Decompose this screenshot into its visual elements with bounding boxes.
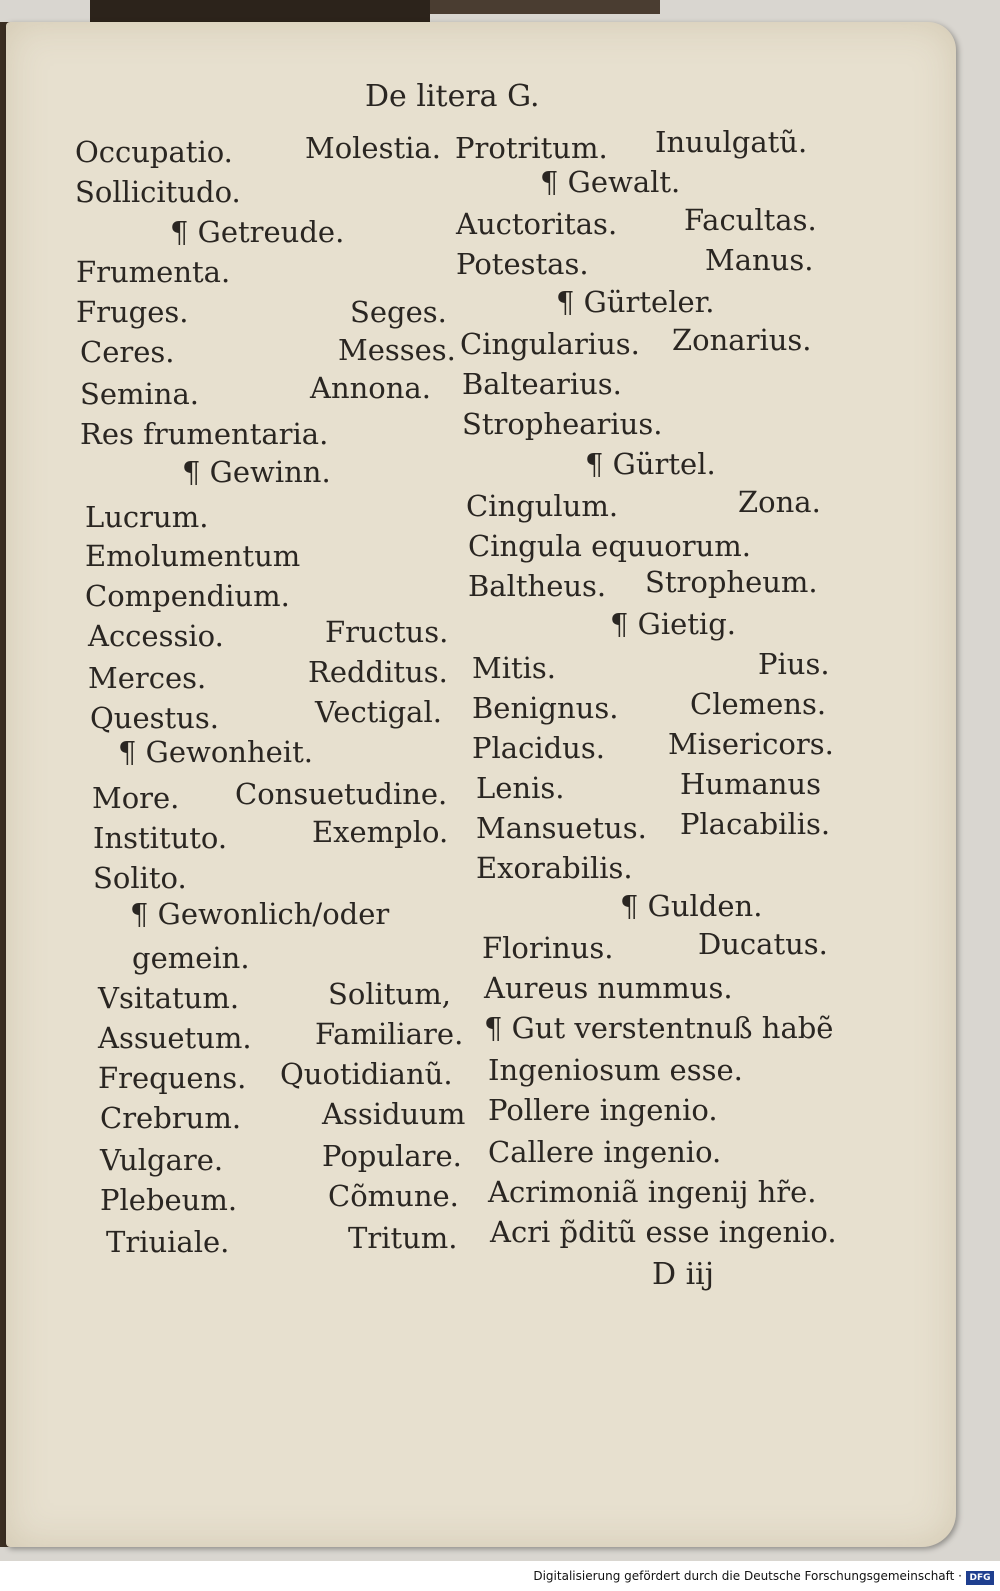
right-entry: Misericors.: [668, 727, 834, 761]
left-entry: Exemplo.: [312, 815, 449, 849]
left-entry: Molestia.: [305, 131, 441, 165]
left-heading: ¶ Gewonheit.: [118, 735, 313, 769]
right-entry: Zonarius.: [672, 323, 812, 357]
left-entry: gemein.: [132, 941, 250, 975]
right-entry: Protritum.: [455, 131, 608, 165]
left-entry: Frequens.: [98, 1061, 247, 1095]
left-entry: Vulgare.: [100, 1143, 224, 1177]
left-entry: Assuetum.: [98, 1021, 252, 1055]
left-entry: Fruges.: [76, 295, 189, 329]
right-entry: Mitis.: [472, 651, 556, 685]
book-top-edge-2: [430, 0, 660, 14]
left-entry: Cõmune.: [328, 1179, 459, 1213]
right-entry: Placidus.: [472, 731, 605, 765]
left-entry: Consuetudine.: [235, 777, 448, 811]
left-entry: Plebeum.: [100, 1183, 238, 1217]
right-entry: Pollere ingenio.: [488, 1093, 718, 1127]
right-entry: Zona.: [738, 485, 821, 519]
left-entry: Accessio.: [88, 619, 224, 653]
left-entry: Emolumentum: [85, 539, 301, 573]
left-heading: ¶ Gewinn.: [182, 455, 331, 489]
left-entry: Assiduum: [322, 1097, 466, 1131]
left-entry: Frumenta.: [76, 255, 231, 289]
left-entry: Familiare.: [315, 1017, 464, 1051]
right-heading: ¶ Gürtel.: [585, 447, 716, 481]
left-entry: Seges.: [350, 295, 447, 329]
left-entry: Merces.: [88, 661, 207, 695]
left-entry: Crebrum.: [100, 1101, 242, 1135]
right-heading: ¶ Gürteler.: [556, 285, 715, 319]
right-entry: Placabilis.: [680, 807, 831, 841]
left-entry: Questus.: [90, 701, 219, 735]
left-heading: ¶ Getreude.: [170, 215, 345, 249]
page-header: De litera G.: [365, 79, 540, 114]
right-heading: ¶ Gietig.: [610, 607, 736, 641]
right-entry: Pius.: [758, 647, 830, 681]
left-heading: ¶ Gewonlich/oder: [130, 897, 390, 931]
right-entry: Potestas.: [456, 247, 589, 281]
left-entry: Annona.: [310, 371, 431, 405]
left-entry: Sollicitudo.: [75, 175, 241, 209]
right-entry: Clemens.: [690, 687, 827, 721]
left-entry: Instituto.: [93, 821, 228, 855]
left-entry: Ceres.: [80, 335, 175, 369]
right-entry: Ingeniosum esse.: [488, 1053, 743, 1087]
right-entry: Aureus nummus.: [484, 971, 733, 1005]
left-entry: Lucrum.: [85, 500, 209, 534]
right-heading: ¶ Gut verstentnuß habẽ: [484, 1011, 834, 1045]
right-heading: ¶ Gulden.: [620, 889, 763, 923]
left-entry: Tritum.: [348, 1221, 458, 1255]
left-entry: Populare.: [322, 1139, 462, 1173]
book-top-edge: [90, 0, 430, 22]
dfg-logo: DFG: [966, 1571, 994, 1585]
right-entry: Cingularius.: [460, 327, 640, 361]
left-entry: Vsitatum.: [98, 981, 240, 1015]
left-entry: Res frumentaria.: [80, 417, 329, 451]
right-heading: ¶ Gewalt.: [540, 165, 681, 199]
left-entry: Occupatio.: [75, 135, 233, 169]
right-entry: Acrimoniã ingenij hr̃e.: [488, 1175, 817, 1209]
right-entry: Humanus: [680, 767, 821, 801]
right-entry: Lenis.: [476, 771, 565, 805]
right-entry: Stropheum.: [645, 565, 818, 599]
left-entry: Compendium.: [85, 579, 290, 613]
right-entry: Manus.: [705, 243, 814, 277]
right-entry: Exorabilis.: [476, 851, 633, 885]
right-entry: Acri p̃ditũ esse ingenio.: [490, 1215, 837, 1249]
right-entry: Ducatus.: [698, 927, 828, 961]
right-entry: Facultas.: [684, 203, 817, 237]
right-entry: Cingulum.: [466, 489, 619, 523]
signature-mark: D iij: [652, 1257, 715, 1292]
right-entry: Callere ingenio.: [488, 1135, 722, 1169]
left-entry: Quotidianũ.: [280, 1057, 453, 1091]
left-entry: Semina.: [80, 377, 199, 411]
right-entry: Mansuetus.: [476, 811, 647, 845]
right-entry: Baltheus.: [468, 569, 607, 603]
right-entry: Benignus.: [472, 691, 619, 725]
right-entry: Florinus.: [482, 931, 614, 965]
left-entry: More.: [92, 781, 180, 815]
right-entry: Auctoritas.: [456, 207, 618, 241]
footer-credit: Digitalisierung gefördert durch die Deutsche Forschungsgemeinschaft ·: [533, 1569, 962, 1583]
left-entry: Redditus.: [308, 655, 448, 689]
left-entry: Solitum,: [328, 977, 451, 1011]
left-entry: Fructus.: [325, 615, 449, 649]
right-entry: Inuulgatũ.: [655, 125, 808, 159]
right-entry: Baltearius.: [462, 367, 622, 401]
left-entry: Vectigal.: [315, 695, 442, 729]
left-entry: Triuiale.: [106, 1225, 230, 1259]
footer-bar: [0, 1561, 1000, 1591]
right-entry: Cingula equuorum.: [468, 529, 751, 563]
left-entry: Solito.: [93, 861, 187, 895]
right-entry: Strophearius.: [462, 407, 663, 441]
left-entry: Messes.: [338, 333, 456, 367]
